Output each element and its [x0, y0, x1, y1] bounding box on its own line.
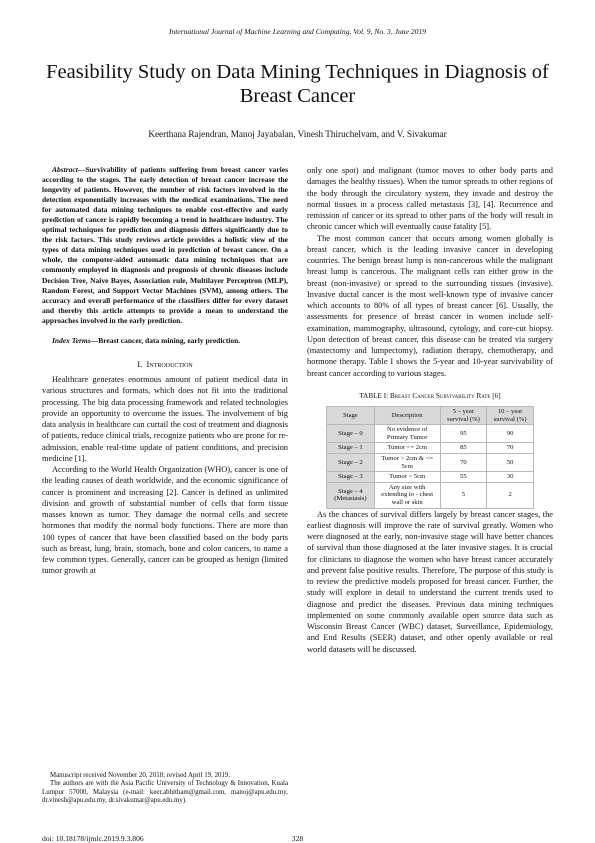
- table-header-cell: Description: [374, 407, 440, 425]
- table-caption-prefix: TABLE I:: [359, 391, 390, 400]
- table-header-cell: Stage: [327, 407, 375, 425]
- index-terms-text: Breast cancer, data mining, early prediction.: [98, 335, 241, 345]
- table-cell-stage: Stage – 1: [327, 443, 375, 454]
- table-caption-ref: [6]: [492, 391, 501, 400]
- paper-title: Feasibility Study on Data Mining Techniques in Diagnosis of Breast Cancer: [46, 61, 549, 107]
- table-cell-10yr: 2: [487, 482, 534, 508]
- abstract-lead: Abstract—: [52, 165, 86, 174]
- table-caption: [307, 391, 553, 402]
- table-row: [327, 425, 534, 443]
- survivability-table: [326, 406, 534, 509]
- table-cell-stage: Stage – 0: [327, 425, 375, 443]
- table-cell-description: No evidence of Primary Tumor: [374, 425, 440, 443]
- table-cell-5yr: 85: [440, 443, 487, 454]
- paragraph: only one spot) and malignant (tumor moves to other body parts and damages the healthy tissues). When the tumor spreads to other regions of the body through the circulatory system, they invade and destroy the normal tissues in a process called metastasis [3], [4]. Recurrence and remission of cancer or its spread to other parts of the body will result in chronic cancer which will eventually cause fatality [5].: [307, 166, 553, 232]
- author-list: Keerthana Rajendran, Manoj Jayabalan, Vinesh Thiruchelvam, and V. Sivakumar: [148, 129, 447, 139]
- table-cell-stage: Stage – 3: [327, 472, 375, 483]
- table-row: [327, 472, 534, 483]
- table-cell-description: Tumor <= 2cm: [374, 443, 440, 454]
- paragraph: The most common cancer that occurs among women globally is breast cancer, which is the leading invasive cancer in developing countries. The benign breast lump is non-cancerous while the malignant breast lump is cancerous. The malignant cells can either grow in the breast (non-invasive) or spread to the surrounding tissues (invasive). Invasive ductal cancer is the most well-known type of invasive cancer which accounts to 80% of all types of breast cancer [6]. Usually, the assessments for presence of breast cancer in women include self-examination, mammography, ultrasound, cytology, and core-cut biopsy. Upon detection of breast cancer, this disease can be treated via surgery (mastectomy and lumpectomy), radiation therapy, chemotherapy, and hormone therapy. Table I shows the 5-year and 10-year survivability of breast cancer according to various stages.: [307, 233, 553, 378]
- table-row: [327, 482, 534, 508]
- paragraph: Healthcare generates enormous amount of patient medical data in various structures and formats, which does not fit into the traditional processing. The big data processing framework and related technologies provide an opportunity to overcome the issues. The involvement of big data analysis in healthcare can curtail the cost of treatment and diagnosis of patients, reduce clinical trials, recognize patients who are prone for re-admission, enable real-time update of patient conditions, and precision medicine [1].: [42, 375, 288, 463]
- table-cell-5yr: 95: [440, 425, 487, 443]
- footnote-affiliation: The authors are with the Asia Pacific University of Technology & Innovation, Kuala Lumpur 57000, Malaysia (e-mail: keer.abhitham@gmail.com, manoj@apu.edu.my, dr.vinesh@apu.edu.my, dr.sivakumar@apu.edu.my).: [42, 780, 288, 805]
- table-cell-description: Any size with extending to - chest wall or skin: [374, 482, 440, 508]
- table-cell-5yr: 55: [440, 472, 487, 483]
- table-cell-5yr: 5: [440, 482, 487, 508]
- right-column: [307, 165, 553, 655]
- table-cell-10yr: 50: [487, 453, 534, 471]
- doi: doi: 10.18178/ijmlc.2019.9.3.806: [42, 834, 144, 843]
- table-cell-description: Tumor > 2cm & <= 5cm: [374, 453, 440, 471]
- table-header-cell: 10 – year survival (%): [487, 407, 534, 425]
- page-number: 328: [291, 834, 304, 843]
- table-header-cell: 5 – year survival (%): [440, 407, 487, 425]
- table-row: [327, 453, 534, 471]
- footnote: [42, 772, 288, 806]
- table-row: [327, 443, 534, 454]
- paragraph: As the chances of survival differs largely by breast cancer stages, the earliest diagnosis will improve the rate of survival greatly. Women who were diagnosed at the early, non-invasive stage will have better chances of survival than those diagnosed at the later invasive stages. It is crucial for clinicians to diagnose the women who have breast cancer accurately and prevent false positive results. Therefore, The purpose of this study is to review the predictive models proposed for breast cancer. Further, the study will explore in detail to understand the current trends used to diagnose and predict the diseases. Previous data mining techniques implemented on some commonly available open source data such as Wisconsin Breast Cancer (WBC) dataset, Surveillance, Epidemiology, and End Results (SEER) dataset, and other openly available or real world datasets will be discussed.: [307, 509, 553, 654]
- left-column: [42, 165, 288, 577]
- table-header-row: [327, 407, 534, 425]
- index-terms: [42, 336, 288, 346]
- section-title: Introduction: [146, 358, 193, 369]
- table-cell-stage: Stage – 4 (Metastasis): [327, 482, 375, 508]
- section-numeral: I.: [137, 358, 143, 369]
- table-caption-title: Breast Cancer Survivability Rate: [389, 391, 491, 400]
- table-cell-10yr: 90: [487, 425, 534, 443]
- table-cell-10yr: 70: [487, 443, 534, 454]
- table-cell-description: Tumor > 5cm: [374, 472, 440, 483]
- section-heading-introduction: [42, 359, 288, 370]
- table-cell-10yr: 30: [487, 472, 534, 483]
- journal-header: International Journal of Machine Learning and Computing, Vol. 9, No. 3, June 2019: [168, 27, 427, 36]
- index-terms-lead: Index Terms—: [52, 335, 99, 345]
- table-cell-stage: Stage – 2: [327, 453, 375, 471]
- table-cell-5yr: 70: [440, 453, 487, 471]
- footnote-received: Manuscript received November 20, 2018; revised April 19, 2019.: [50, 772, 231, 779]
- abstract: [42, 165, 288, 326]
- abstract-text: Survivability of patients suffering from breast cancer varies according to the stages. The early detection of breast cancer increase the longevity of patients. However, the number of risk factors involved in the detection exponentially increases with the medical examinations. The need for automated data mining techniques to enable cost-effective and early prediction of cancer is rapidly becoming a trend in healthcare industry. The optimal techniques for prediction and diagnosis differs significantly due to the risk factors. This study reviews article provides a holistic view of the types of data mining techniques used in prediction of breast cancer. On a whole, the computer-aided automatic data mining techniques that are commonly employed in diagnosis and prognosis of chronic diseases include Decision Tree, Naive Bayes, Association rule, Multilayer Perceptron (MLP), Random Forest, and Support Vector Machines (SVM), among others. The accuracy and overall performance of the classifiers differ for every dataset and thereby this article attempts to provide a mean to understand the approaches involved in the early prediction.: [42, 165, 288, 325]
- paragraph: According to the World Health Organization (WHO), cancer is one of the leading causes of death worldwide, and the economic significance of cancer is prominent and increasing [2]. Cancer is defined as unlimited division and growth of substantial number of cells that form tissue masses known as tumor. They damage the normal cells and secrete hormones that modify the normal body functions. There are more than 100 types of cancer that have been classified based on the body parts such as breast, lung, brain, stomach, bone and colon cancers, to name a few common types. Generally, cancer can be grouped as benign (limited tumor growth at: [42, 465, 288, 576]
